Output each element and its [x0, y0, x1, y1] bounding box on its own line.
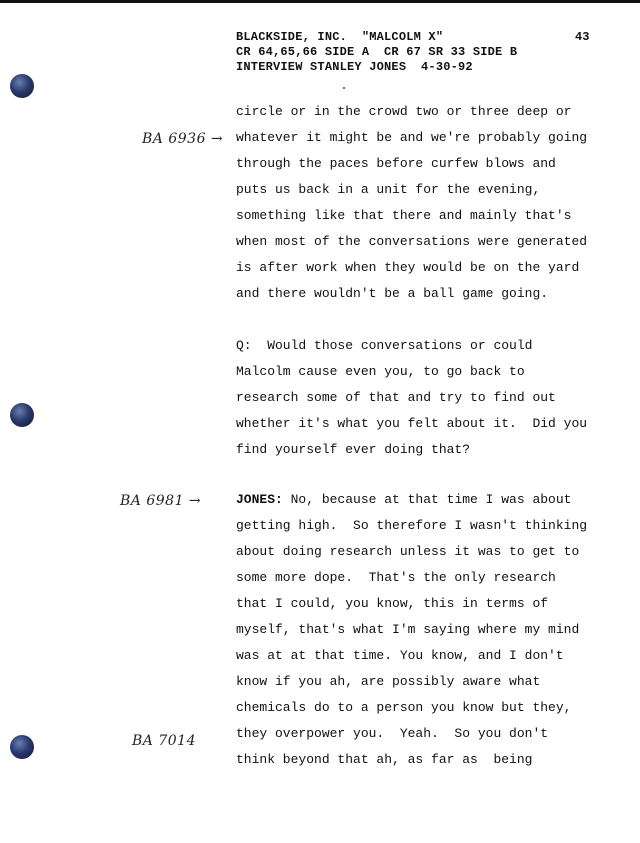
speaker-label: JONES: — [236, 492, 283, 507]
margin-note-ba-7014: BA 7014 — [132, 733, 196, 749]
top-edge-band — [0, 0, 640, 3]
binder-hole-bottom — [10, 735, 34, 759]
margin-note-ba-6936: BA 6936 → — [142, 131, 224, 147]
answer-line: chemicals do to a person you know but they, — [236, 700, 572, 715]
answer-first-line — [236, 492, 571, 507]
answer-line: some more dope. That's the only research — [236, 570, 556, 585]
header-title: BLACKSIDE, INC. "MALCOLM X" — [236, 30, 444, 44]
answer-line: myself, that's what I'm saying where my mind — [236, 622, 580, 637]
question-line: Q: Would those conversations or could — [236, 338, 533, 353]
transcript-line: when most of the conversations were generated — [236, 234, 588, 249]
answer-line: they overpower you. Yeah. So you don't — [236, 726, 549, 741]
transcript-line: something like that there and mainly that's — [236, 208, 572, 223]
question-line: research some of that and try to find out — [236, 390, 556, 405]
transcript-line: puts us back in a unit for the evening, — [236, 182, 541, 197]
margin-note-ba-6981: BA 6981 → — [120, 493, 202, 509]
transcript-line: is after work when they would be on the yard — [236, 260, 580, 275]
transcript-line: circle or in the crowd two or three deep or — [236, 104, 572, 119]
answer-line: getting high. So therefore I wasn't thinking — [236, 518, 588, 533]
transcript-line: through the paces before curfew blows and — [236, 156, 556, 171]
answer-line: that I could, you know, this in terms of — [236, 596, 549, 611]
answer-line: know if you ah, are possibly aware what — [236, 674, 541, 689]
header-interview: INTERVIEW STANLEY JONES 4-30-92 — [236, 60, 473, 74]
transcript-line: whatever it might be and we're probably going — [236, 130, 588, 145]
question-line: Malcolm cause even you, to go back to — [236, 364, 525, 379]
speck — [343, 87, 345, 89]
answer-line: think beyond that ah, as far as being — [236, 752, 533, 767]
answer-line: was at at that time. You know, and I don't — [236, 648, 564, 663]
answer-line: about doing research unless it was to get to — [236, 544, 580, 559]
header-reels: CR 64,65,66 SIDE A CR 67 SR 33 SIDE B — [236, 45, 518, 59]
answer-text: No, because at that time I was about — [282, 492, 572, 507]
binder-hole-top — [10, 74, 34, 98]
question-line: find yourself ever doing that? — [236, 442, 471, 457]
transcript-line: and there wouldn't be a ball game going. — [236, 286, 549, 301]
binder-hole-middle — [10, 403, 34, 427]
page-number: 43 — [575, 30, 590, 44]
question-line: whether it's what you felt about it. Did you — [236, 416, 588, 431]
